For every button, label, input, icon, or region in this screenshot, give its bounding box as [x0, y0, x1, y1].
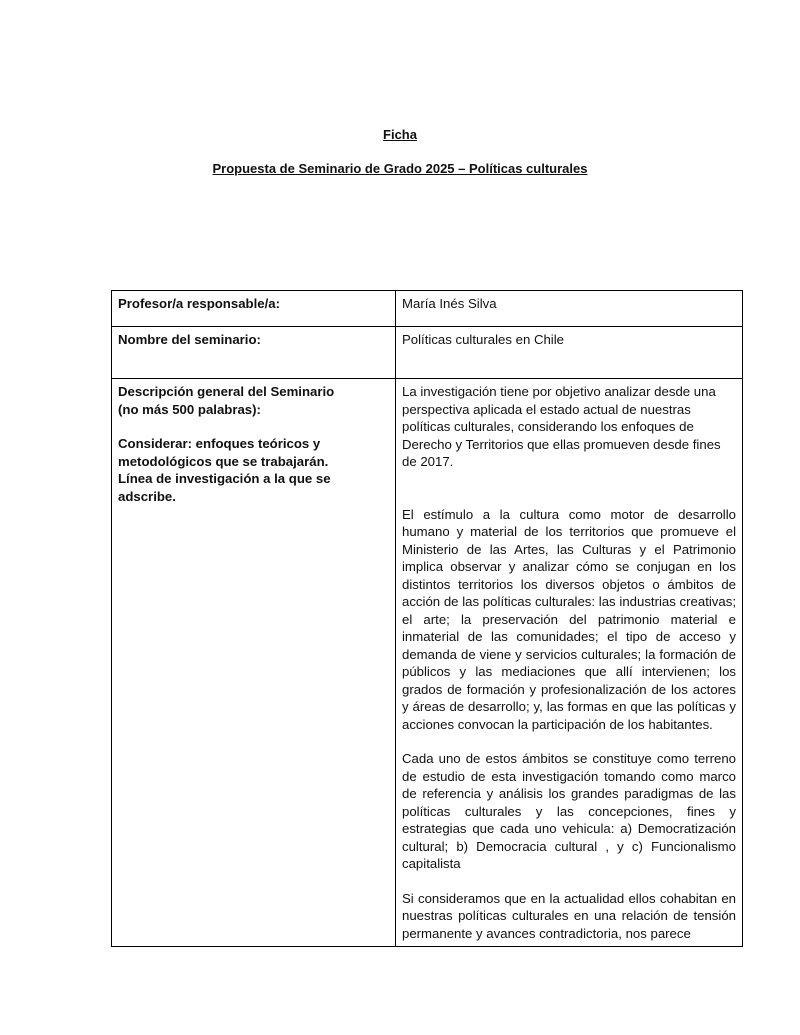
- table-row: [112, 327, 743, 379]
- description-paragraph: La investigación tiene por objetivo analizar desde una perspectiva aplicada el estado actual de nuestras políticas culturales, considerando los enfoques de Derecho y Territorios que ellas promueven desde fines de 2017.: [402, 384, 721, 469]
- document-subtitle: Propuesta de Seminario de Grado 2025 – Políticas culturales: [212, 161, 588, 176]
- table-row: [112, 291, 743, 327]
- description-value-cell: [396, 379, 743, 947]
- description-paragraph: Si consideramos que en la actualidad ellos cohabitan en nuestras políticas culturales en una relación de tensión permanente y avances contradictoria, nos parece: [402, 890, 736, 941]
- ficha-table: [111, 290, 743, 947]
- description-word-limit: (no más 500 palabras):: [118, 401, 261, 417]
- research-line-label: Línea de investigación a la que se adscribe.: [118, 471, 331, 504]
- seminar-name-label: Nombre del seminario:: [112, 327, 396, 379]
- description-paragraph: Cada uno de estos ámbitos se constituye como terreno de estudio de esta investigación tomando como marco de referencia y análisis los grandes paradigmas de las políticas culturales y las concepciones, fines y estrategias que cada uno vehicula: a) Democratización cultural; b) Democracia cultural , y c) Funcionalismo capitalista: [402, 751, 736, 871]
- professor-label: Profesor/a responsable/a:: [112, 291, 396, 327]
- description-label-cell: [112, 379, 396, 947]
- consider-line: metodológicos que se trabajarán.: [118, 453, 329, 469]
- document-title: Ficha: [383, 127, 417, 142]
- description-paragraph: El estímulo a la cultura como motor de desarrollo humano y material de los territorios que promueve el Ministerio de las Artes, las Culturas y el Patrimonio implica observar y analizar cómo se conjugan en los distintos territorios los diversos objetos o ámbitos de acción de las políticas culturales: las industrias creativas; el arte; la preservación del patrimonio material e inmaterial de las comunidades; el tipo de acceso y demanda de viene y servicios culturales; la formación de públicos y las mediaciones que allí intervienen; los grados de formación y profesionalización de los actores y áreas de desarrollo; y, las formas en que las políticas y acciones convocan la participación de los habitantes.: [402, 506, 736, 732]
- professor-value: María Inés Silva: [396, 291, 743, 327]
- description-label: Descripción general del Seminario: [118, 384, 335, 399]
- seminar-name-value: Políticas culturales en Chile: [396, 327, 743, 379]
- table-row: [112, 379, 743, 947]
- consider-line: Considerar: enfoques teóricos y: [118, 436, 321, 451]
